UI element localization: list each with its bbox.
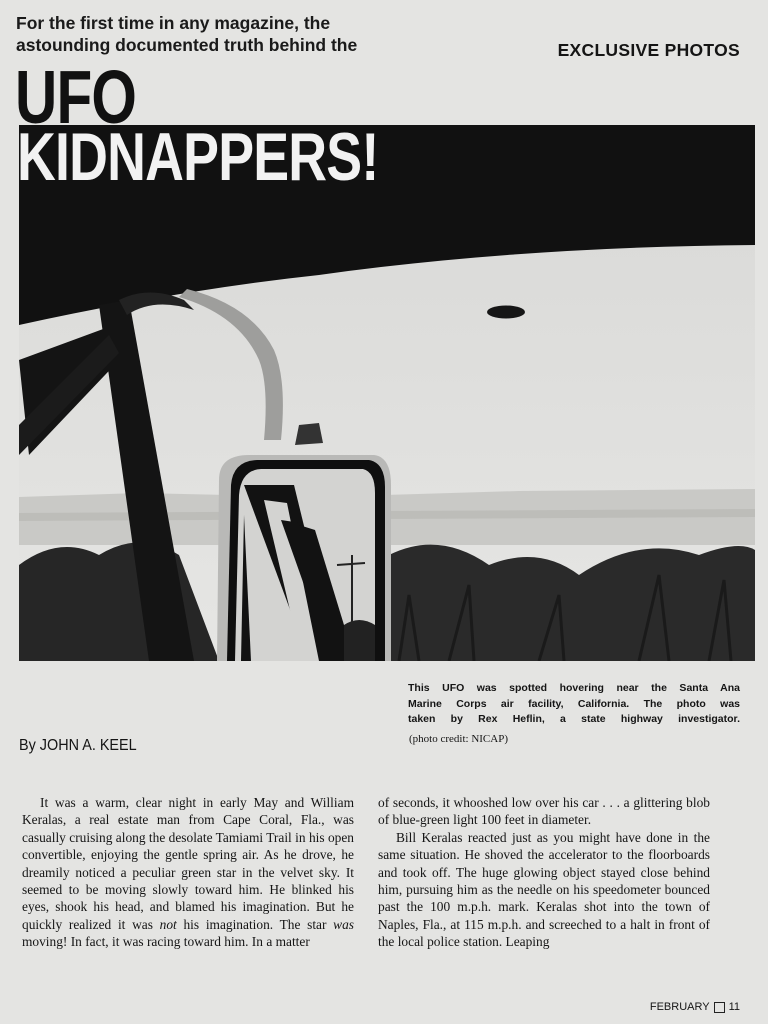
article-column-1 xyxy=(22,794,354,951)
footer-month: FEBRUARY xyxy=(649,1001,710,1013)
kicker-line-1: For the first time in any magazine, the xyxy=(16,13,331,33)
kicker-line-2: astounding documented truth behind the xyxy=(16,35,358,55)
caption-line: taken by Rex Heflin, a state highway investigator. xyxy=(408,713,740,725)
article-paragraph: It was a warm, clear night in early May and William Keralas, a real estate man from Cape Coral, Fla., was casually cruising along the desolate Tamiami Trail in his open convertible, enjoying the gentle spring air. As he drove, he dreamily noticed a peculiar green star in the velvet sky. It seemed to be moving slowly toward him. He blinked his eyes, shook his head, and blamed his imagination. But he quickly realized it was not his imagination. The star was moving! In fact, it was racing toward him. In a matter xyxy=(22,795,355,950)
headline-ufo: UFO xyxy=(15,55,137,139)
page-number: 11 xyxy=(728,1001,740,1013)
caption-line: This UFO was spotted hovering near the Santa Ana xyxy=(408,682,740,694)
article-column-2 xyxy=(378,794,710,951)
article-paragraph: of seconds, it whooshed low over his car . . . a glittering blob of blue-green light 100 feet in diameter. xyxy=(378,795,710,828)
caption-line: Marine Corps air facility, California. The photo was xyxy=(408,697,740,710)
ufo-object xyxy=(487,306,525,319)
photo-credit: (photo credit: NICAP) xyxy=(409,733,508,745)
article-paragraph: Bill Keralas reacted just as you might have done in the same situation. He shoved the accelerator to the floorboards and took off. The huge glowing object stayed close behind him, pursuing him as the needle on his speedometer bounced past the 100 m.p.h. mark. Keralas shot into the town of Naples, Fla., at 115 m.p.h. and screeched to a halt in front of the local police station. Leaping xyxy=(378,829,710,950)
byline: By JOHN A. KEEL xyxy=(19,737,137,754)
page-footer xyxy=(650,1001,740,1013)
square-icon xyxy=(714,1002,725,1013)
headline-kidnappers: KIDNAPPERS! xyxy=(17,119,379,195)
photo-caption xyxy=(408,681,740,728)
exclusive-label: EXCLUSIVE PHOTOS xyxy=(557,40,740,60)
ufo-photo xyxy=(17,119,755,661)
kicker xyxy=(16,12,357,56)
